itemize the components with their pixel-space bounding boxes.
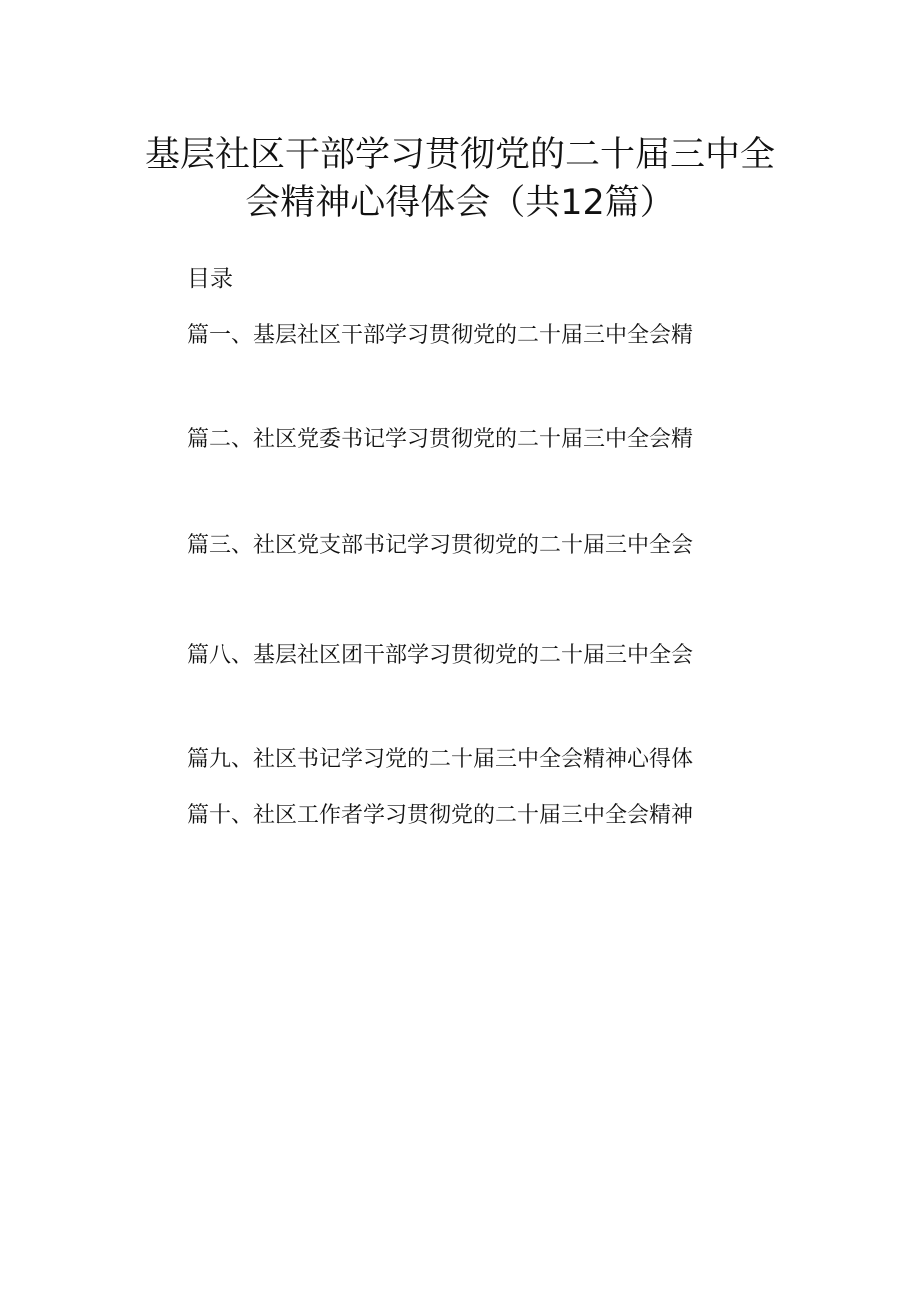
toc-item-3[interactable]: 篇三、社区党支部书记学习贯彻党的二十届三中全会 [187, 533, 694, 558]
document-title-line-2: 会精神心得体会（共12篇） [245, 183, 675, 223]
toc-heading: 目录 [187, 266, 233, 292]
toc-item-9[interactable]: 篇九、社区书记学习党的二十届三中全会精神心得体 [187, 747, 694, 772]
toc-item-2[interactable]: 篇二、社区党委书记学习贯彻党的二十届三中全会精 [187, 427, 694, 452]
document-title-line-1: 基层社区干部学习贯彻党的二十届三中全 [144, 135, 775, 175]
toc-item-1[interactable]: 篇一、基层社区干部学习贯彻党的二十届三中全会精 [187, 323, 694, 348]
toc-item-8[interactable]: 篇八、基层社区团干部学习贯彻党的二十届三中全会 [187, 643, 694, 668]
toc-item-10[interactable]: 篇十、社区工作者学习贯彻党的二十届三中全会精神 [187, 803, 694, 828]
